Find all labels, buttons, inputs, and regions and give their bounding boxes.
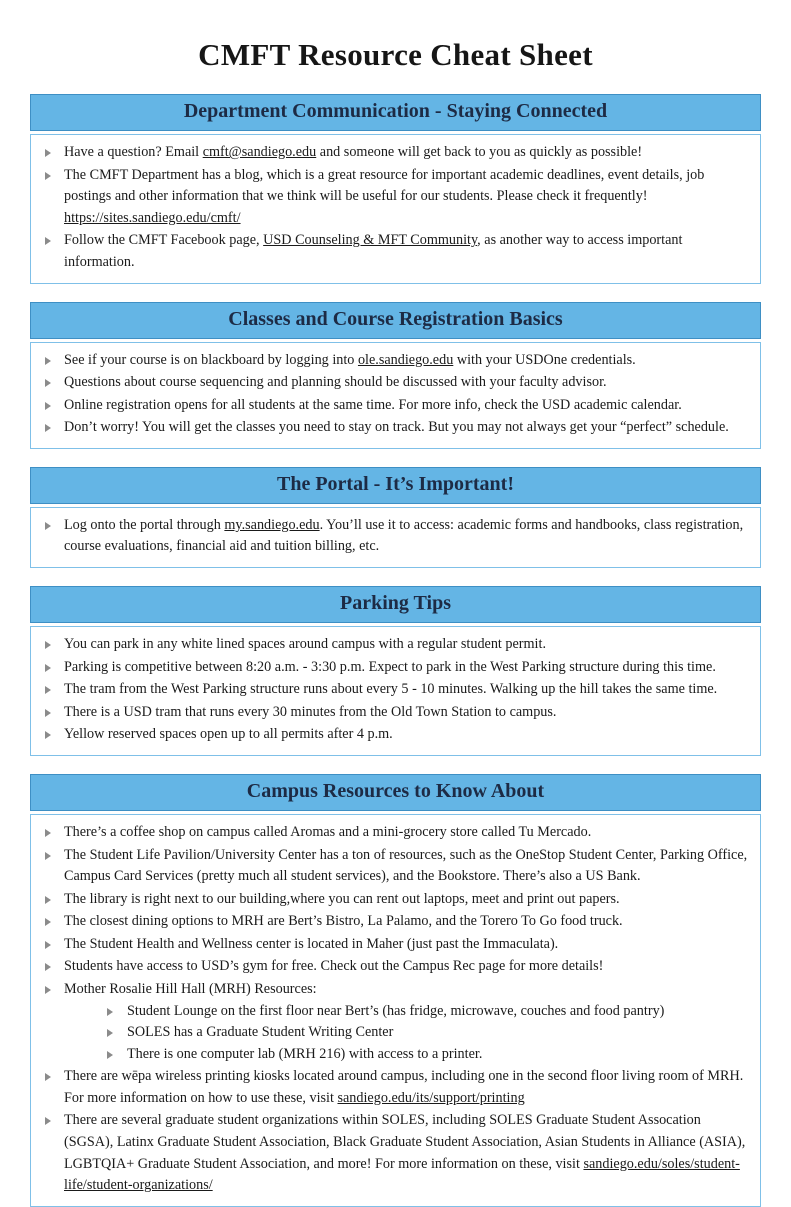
bullet-item	[37, 417, 750, 439]
bullet-list	[37, 515, 750, 558]
sub-bullet-item	[97, 1001, 750, 1023]
text-run: The Student Life Pavilion/University Center has a ton of resources, such as the OneStop Student Center, Parking Office, Campus Card Services (pretty much all student services), and the Bookstore. There’s also a US Bank.	[64, 846, 748, 885]
inline-link[interactable]: sandiego.edu/its/support/printing	[337, 1089, 525, 1106]
bullet-list	[37, 822, 750, 1197]
inline-link[interactable]: https://sites.sandiego.edu/cmft/	[64, 209, 241, 226]
bullet-item	[37, 1066, 750, 1109]
section-classes-and-course-registration-basics	[30, 302, 761, 449]
bullet-item	[37, 395, 750, 417]
text-run: There are several graduate student organizations within SOLES, including SOLES Graduate Student Assocation (SGSA), Latinx Graduate Student Association, Black Graduate Student Association, Asian Students in Alliance (ASIA), LGBTQIA+ Graduate Student Association, and more! For more information on these, visit	[64, 1112, 746, 1172]
text-run: The Student Health and Wellness center is located in Maher (just past the Immaculata).	[64, 935, 559, 952]
text-run: The CMFT Department has a blog, which is a great resource for important academic deadlines, event details, job postings and other information that we think will be useful for our students. Please check it frequently!	[64, 166, 705, 205]
sub-bullet-list	[64, 1001, 750, 1066]
bullet-item	[37, 657, 750, 679]
text-run: Log onto the portal through	[64, 516, 225, 533]
sections-container	[0, 94, 791, 1207]
bullet-item	[37, 979, 750, 1065]
text-run: The library is right next to our building,where you can rent out laptops, meet and print out papers.	[64, 890, 620, 907]
section-body-classes-and-course-registration-basics	[30, 342, 761, 449]
text-run: Have a question? Email	[64, 144, 203, 161]
inline-link[interactable]: my.sandiego.edu	[224, 516, 320, 533]
section-header-parking-tips: Parking Tips	[30, 586, 761, 623]
text-run: There is one computer lab (MRH 216) with access to a printer.	[127, 1045, 483, 1062]
page-title: CMFT Resource Cheat Sheet	[198, 37, 593, 72]
inline-link[interactable]: ole.sandiego.edu	[357, 351, 454, 368]
text-run: Questions about course sequencing and planning should be discussed with your faculty advisor.	[64, 374, 607, 391]
section-header-campus-resources-to-know-about: Campus Resources to Know About	[30, 774, 761, 811]
text-run: There’s a coffee shop on campus called Aromas and a mini-grocery store called Tu Mercado.	[64, 823, 592, 840]
section-the-portal	[30, 467, 761, 568]
section-campus-resources-to-know-about	[30, 774, 761, 1207]
bullet-item	[37, 934, 750, 956]
bullet-item	[37, 372, 750, 394]
section-department-communication	[30, 94, 761, 283]
section-parking-tips	[30, 586, 761, 756]
section-header-the-portal: The Portal - It’s Important!	[30, 467, 761, 504]
inline-link[interactable]: cmft@sandiego.edu	[202, 144, 317, 161]
text-run: The closest dining options to MRH are Bert’s Bistro, La Palamo, and the Torero To Go food truck.	[64, 913, 623, 930]
bullet-item	[37, 822, 750, 844]
bullet-list	[37, 634, 750, 746]
bullet-item	[37, 845, 750, 888]
text-run: Don’t worry! You will get the classes you need to stay on track. But you may not always get your “perfect” schedule.	[64, 419, 729, 436]
section-header-department-communication: Department Communication - Staying Connected	[30, 94, 761, 131]
sub-bullet-item	[97, 1044, 750, 1066]
inline-link[interactable]: USD Counseling & MFT Community	[263, 232, 478, 249]
text-run: See if your course is on blackboard by logging into	[64, 351, 358, 368]
text-run: Mother Rosalie Hill Hall (MRH) Resources:	[64, 980, 317, 997]
bullet-item	[37, 350, 750, 372]
section-body-the-portal	[30, 507, 761, 568]
bullet-item	[37, 142, 750, 164]
inline-link[interactable]: sandiego.edu/soles/student-life/student-organizations/	[64, 1155, 740, 1194]
text-run: , as another way to access important information.	[64, 232, 683, 270]
text-run: Students have access to USD’s gym for free. Check out the Campus Rec page for more details!	[64, 958, 604, 975]
text-run: There is a USD tram that runs every 30 minutes from the Old Town Station to campus.	[64, 703, 557, 720]
bullet-item	[37, 889, 750, 911]
text-run: with your USDOne credentials.	[453, 351, 636, 368]
text-run: Online registration opens for all students at the same time. For more info, check the USD academic calendar.	[64, 396, 682, 413]
bullet-item	[37, 1110, 750, 1196]
text-run: Follow the CMFT Facebook page,	[64, 232, 264, 249]
section-body-parking-tips	[30, 626, 761, 756]
text-run: Yellow reserved spaces open up to all permits after 4 p.m.	[64, 726, 393, 743]
bullet-item	[37, 165, 750, 230]
bullet-item	[37, 634, 750, 656]
text-run: . You’ll use it to access: academic forms and handbooks, class registration, course evaluations, financial aid and tuition billing, etc.	[64, 516, 744, 555]
text-run: SOLES has a Graduate Student Writing Center	[127, 1024, 394, 1041]
bullet-item	[37, 724, 750, 746]
bullet-list	[37, 142, 750, 273]
bullet-item	[37, 679, 750, 701]
text-run: The tram from the West Parking structure runs about every 5 - 10 minutes. Walking up the hill takes the same time.	[64, 681, 718, 698]
bullet-item	[37, 956, 750, 978]
section-header-classes-and-course-registration-basics: Classes and Course Registration Basics	[30, 302, 761, 339]
bullet-item	[37, 911, 750, 933]
text-run: Student Lounge on the first floor near Bert’s (has fridge, microwave, couches and food pantry)	[127, 1002, 665, 1019]
text-run: There are wēpa wireless printing kiosks located around campus, including one in the second floor living room of MRH. For more information on how to use these, visit	[64, 1068, 744, 1106]
section-body-campus-resources-to-know-about	[30, 814, 761, 1207]
text-run: You can park in any white lined spaces around campus with a regular student permit.	[64, 636, 546, 653]
bullet-item	[37, 230, 750, 273]
bullet-list	[37, 350, 750, 439]
sub-bullet-item	[97, 1022, 750, 1044]
section-body-department-communication	[30, 134, 761, 283]
text-run: and someone will get back to you as quickly as possible!	[316, 144, 643, 161]
bullet-item	[37, 702, 750, 724]
bullet-item	[37, 515, 750, 558]
text-run: Parking is competitive between 8:20 a.m. - 3:30 p.m. Expect to park in the West Parking structure during this time.	[64, 658, 716, 675]
